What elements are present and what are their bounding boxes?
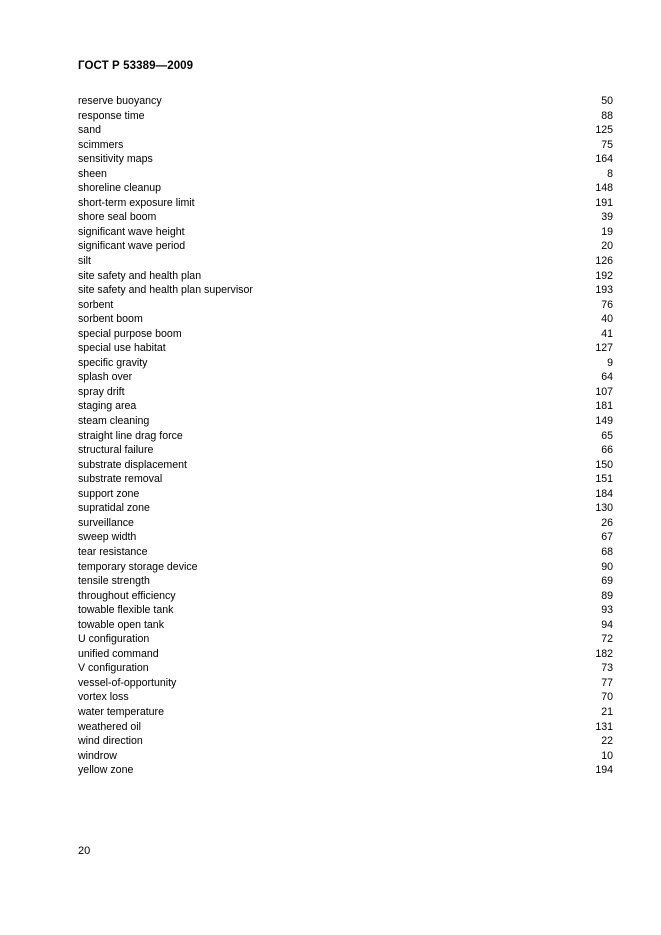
- index-entry: [78, 312, 613, 327]
- index-page-number: 77: [601, 676, 613, 689]
- index-term: V configuration: [78, 662, 149, 675]
- index-entry: [78, 676, 613, 691]
- index-term: sensitivity maps: [78, 153, 153, 166]
- index-page-number: 184: [595, 487, 613, 500]
- index-page-number: 39: [601, 211, 613, 224]
- index-term: straight line drag force: [78, 429, 183, 442]
- index-page-number: 21: [601, 705, 613, 718]
- index-entry: [78, 734, 613, 749]
- index-entry: [78, 560, 613, 575]
- index-entry: [78, 356, 613, 371]
- index-entry: [78, 283, 613, 298]
- index-term: special purpose boom: [78, 327, 182, 340]
- index-page-number: 22: [601, 735, 613, 748]
- index-term: sand: [78, 124, 101, 137]
- index-term: splash over: [78, 371, 133, 384]
- index-term: structural failure: [78, 444, 154, 457]
- index-entry: [78, 399, 613, 414]
- index-page-number: 40: [601, 313, 613, 326]
- index-term: short-term exposure limit: [78, 196, 195, 209]
- index-entry: [78, 661, 613, 676]
- index-page-number: 41: [601, 327, 613, 340]
- index-page-number: 50: [601, 95, 613, 107]
- index-term: sheen: [78, 167, 107, 180]
- index-page-number: 126: [595, 255, 613, 268]
- index-page-number: 67: [601, 531, 613, 544]
- index-entry: [78, 690, 613, 705]
- index-page-number: 148: [595, 182, 613, 195]
- index-page-number: 89: [601, 589, 613, 602]
- index-page-number: 26: [601, 516, 613, 529]
- index-entry: [78, 298, 613, 313]
- index-page-number: 127: [595, 342, 613, 355]
- index-entry: [78, 196, 613, 211]
- document-header: ГОСТ Р 53389—2009: [78, 60, 194, 72]
- index-term: sorbent: [78, 298, 114, 311]
- index-page-number: 130: [595, 502, 613, 515]
- index-page-number: 194: [595, 764, 613, 777]
- index-entry: [78, 341, 613, 356]
- index-page-number: 192: [595, 269, 613, 282]
- index-page-number: 73: [601, 662, 613, 675]
- index-term: support zone: [78, 487, 140, 500]
- index-term: U configuration: [78, 633, 150, 646]
- index-term: scimmers: [78, 138, 124, 151]
- index-page-number: 68: [601, 545, 613, 558]
- alphabetical-index: [78, 94, 613, 778]
- index-term: towable flexible tank: [78, 604, 174, 617]
- index-page-number: 181: [595, 400, 613, 413]
- index-entry: [78, 254, 613, 269]
- index-entry: [78, 167, 613, 182]
- index-term: shoreline cleanup: [78, 182, 162, 195]
- index-page-number: 66: [601, 444, 613, 457]
- index-entry: [78, 94, 613, 109]
- index-term: yellow zone: [78, 764, 134, 777]
- index-entry: [78, 516, 613, 531]
- index-page-number: 94: [601, 618, 613, 631]
- index-term: water temperature: [78, 705, 164, 718]
- index-entry: [78, 501, 613, 516]
- index-entry: [78, 574, 613, 589]
- index-term: substrate displacement: [78, 458, 187, 471]
- index-entry: [78, 370, 613, 385]
- index-page-number: 76: [601, 298, 613, 311]
- index-entry: [78, 487, 613, 502]
- index-page-number: 65: [601, 429, 613, 442]
- index-term: supratidal zone: [78, 502, 150, 515]
- index-page-number: 107: [595, 385, 613, 398]
- index-page-number: 193: [595, 284, 613, 297]
- index-term: tensile strength: [78, 575, 150, 588]
- index-page-number: 75: [601, 138, 613, 151]
- index-term: temporary storage device: [78, 560, 198, 573]
- index-term: significant wave height: [78, 225, 185, 238]
- index-term: vessel-of-opportunity: [78, 676, 177, 689]
- index-term: special use habitat: [78, 342, 166, 355]
- index-term: steam cleaning: [78, 415, 150, 428]
- index-page-number: 125: [595, 124, 613, 137]
- index-entry: [78, 720, 613, 735]
- index-term: specific gravity: [78, 356, 148, 369]
- index-entry: [78, 705, 613, 720]
- index-term: towable open tank: [78, 618, 164, 631]
- index-page-number: 93: [601, 604, 613, 617]
- index-term: surveillance: [78, 516, 134, 529]
- index-entry: [78, 763, 613, 778]
- index-term: spray drift: [78, 385, 125, 398]
- index-entry: [78, 530, 613, 545]
- index-term: staging area: [78, 400, 137, 413]
- index-page-number: 149: [595, 415, 613, 428]
- index-term: silt: [78, 255, 91, 268]
- index-term: weathered oil: [78, 720, 142, 733]
- index-term: shore seal boom: [78, 211, 157, 224]
- index-entry: [78, 239, 613, 254]
- index-entry: [78, 385, 613, 400]
- index-term: wind direction: [78, 735, 143, 748]
- index-entry: [78, 181, 613, 196]
- index-entry: [78, 138, 613, 153]
- index-entry: [78, 210, 613, 225]
- index-term: throughout efficiency: [78, 589, 176, 602]
- index-entry: [78, 632, 613, 647]
- index-entry: [78, 429, 613, 444]
- index-term: substrate removal: [78, 473, 163, 486]
- index-term: response time: [78, 109, 145, 122]
- index-entry: [78, 603, 613, 618]
- index-page-number: 131: [595, 720, 613, 733]
- index-entry: [78, 414, 613, 429]
- index-page-number: 164: [595, 153, 613, 166]
- index-term: windrow: [78, 749, 117, 762]
- index-entry: [78, 225, 613, 240]
- page-number: 20: [78, 845, 91, 857]
- index-entry: [78, 618, 613, 633]
- index-page-number: 20: [601, 240, 613, 253]
- index-term: vortex loss: [78, 691, 129, 704]
- index-page-number: 64: [601, 371, 613, 384]
- index-page-number: 10: [601, 749, 613, 762]
- index-page-number: 70: [601, 691, 613, 704]
- index-page-number: 72: [601, 633, 613, 646]
- index-entry: [78, 443, 613, 458]
- index-term: sorbent boom: [78, 313, 143, 326]
- index-entry: [78, 472, 613, 487]
- index-page-number: 191: [595, 196, 613, 209]
- index-entry: [78, 269, 613, 284]
- index-page-number: 150: [595, 458, 613, 471]
- index-entry: [78, 749, 613, 764]
- index-page-number: 151: [595, 473, 613, 486]
- index-entry: [78, 545, 613, 560]
- index-entry: [78, 327, 613, 342]
- index-page-number: 69: [601, 575, 613, 588]
- index-term: significant wave period: [78, 240, 186, 253]
- index-page-number: 182: [595, 647, 613, 660]
- index-term: sweep width: [78, 531, 137, 544]
- index-entry: [78, 123, 613, 138]
- index-entry: [78, 589, 613, 604]
- index-entry: [78, 647, 613, 662]
- index-entry: [78, 152, 613, 167]
- index-page-number: 88: [601, 109, 613, 122]
- index-page-number: 19: [601, 225, 613, 238]
- index-page-number: 8: [607, 167, 613, 180]
- index-entry: [78, 109, 613, 124]
- index-term: unified command: [78, 647, 159, 660]
- index-term: tear resistance: [78, 545, 148, 558]
- index-term: site safety and health plan: [78, 269, 202, 282]
- index-term: site safety and health plan supervisor: [78, 284, 253, 297]
- index-entry: [78, 458, 613, 473]
- index-page-number: 9: [607, 356, 613, 369]
- index-term: reserve buoyancy: [78, 95, 162, 107]
- index-page-number: 90: [601, 560, 613, 573]
